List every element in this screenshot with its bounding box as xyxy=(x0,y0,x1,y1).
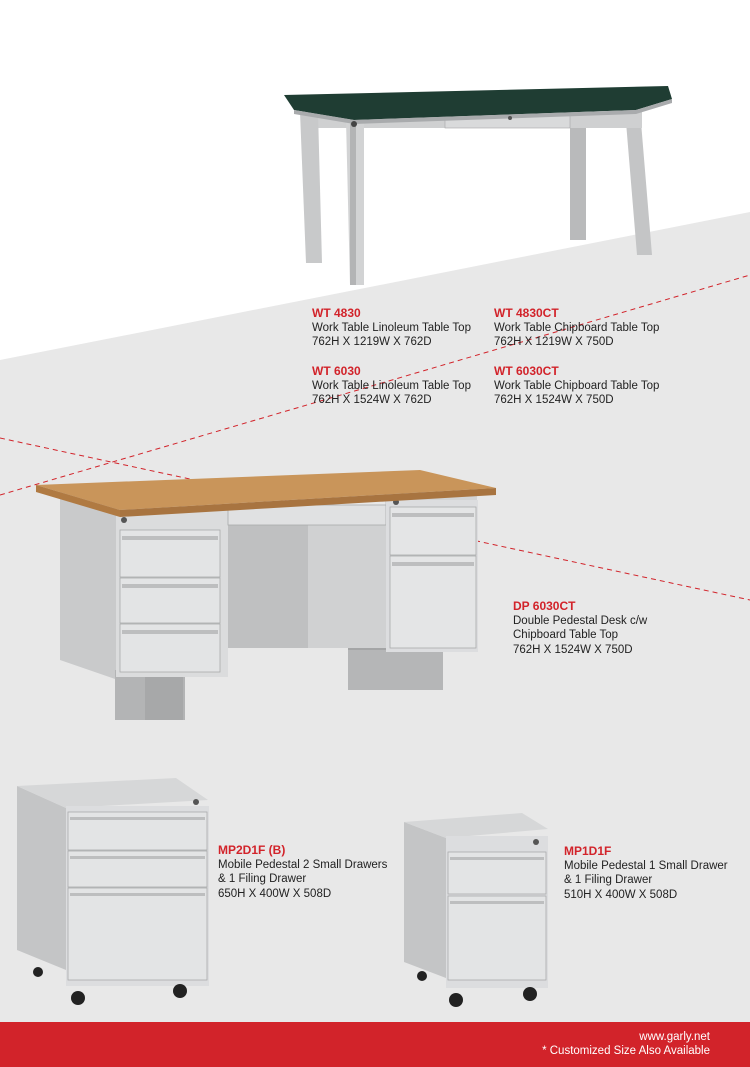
product-description: Mobile Pedestal 1 Small Drawer xyxy=(564,859,728,872)
product-description: Chipboard Table Top xyxy=(513,629,619,641)
product-description: Work Table Linoleum Table Top xyxy=(312,321,471,334)
product-dimensions: 510H X 400W X 508D xyxy=(564,888,678,901)
product-description: Double Pedestal Desk c/w xyxy=(513,614,648,627)
product-wt6030ct xyxy=(494,364,659,408)
product-dimensions: 762H X 1219W X 762D xyxy=(312,336,432,348)
product-code: WT 6030CT xyxy=(494,364,559,378)
product-dimensions: 762H X 1219W X 750D xyxy=(494,336,614,348)
product-code: WT 6030 xyxy=(312,364,361,378)
product-mp1d1f xyxy=(564,844,728,902)
product-dimensions: 762H X 1524W X 762D xyxy=(312,394,432,406)
product-description: & 1 Filing Drawer xyxy=(218,873,307,885)
product-code: MP1D1F xyxy=(564,844,612,858)
product-dimensions: 650H X 400W X 508D xyxy=(218,887,332,900)
mobile-pedestal-1-drawer-image xyxy=(404,813,548,1007)
product-description: Work Table Linoleum Table Top xyxy=(312,379,471,392)
product-code: WT 4830 xyxy=(312,306,361,320)
product-wt4830ct xyxy=(494,306,659,350)
product-description: Work Table Chipboard Table Top xyxy=(494,379,660,392)
product-mp2d1f xyxy=(218,843,387,901)
product-code: WT 4830CT xyxy=(494,306,559,320)
footer-note: * Customized Size Also Available xyxy=(542,1045,710,1057)
product-dimensions: 762H X 1524W X 750D xyxy=(494,394,614,406)
product-dp6030ct xyxy=(513,599,647,657)
product-wt4830 xyxy=(312,306,471,350)
product-code: MP2D1F (B) xyxy=(218,843,286,857)
product-description: Work Table Chipboard Table Top xyxy=(494,321,660,334)
footer-bar xyxy=(0,1022,750,1067)
product-description: Mobile Pedestal 2 Small Drawers xyxy=(218,858,388,871)
product-wt6030 xyxy=(312,364,471,408)
website-link[interactable]: www.garly.net xyxy=(639,1031,710,1043)
product-dimensions: 762H X 1524W X 750D xyxy=(513,643,633,656)
product-description: & 1 Filing Drawer xyxy=(564,874,653,886)
product-code: DP 6030CT xyxy=(513,599,576,613)
